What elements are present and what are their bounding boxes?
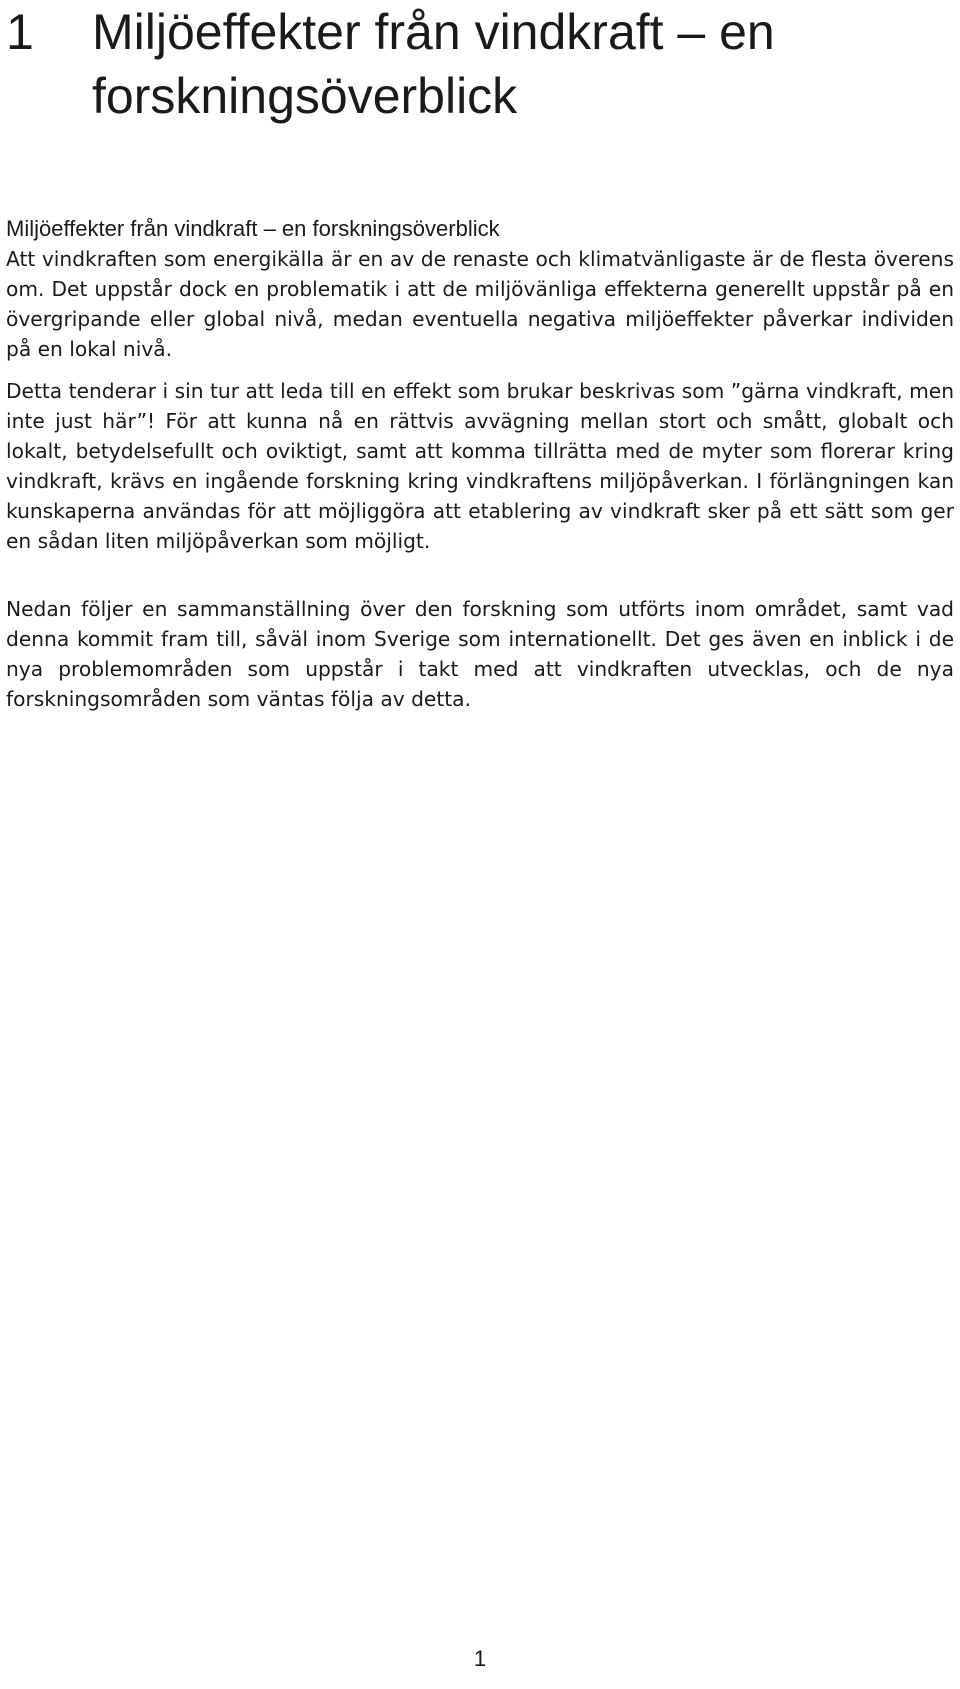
- section-subtitle: Miljöeffekter från vindkraft – en forskningsöverblick: [6, 216, 500, 241]
- chapter-heading: [6, 0, 946, 128]
- page-number: 1: [473, 1646, 487, 1671]
- paragraph-2: Detta tenderar i sin tur att leda till en effekt som brukar beskrivas som ”gärna vindkraft, men inte just här”! För att kunna nå en rättvis avvägning mellan stort och smått, globalt och lokalt, betydelsefullt och oviktigt, samt att komma tillrätta med de myter som florerar kring vindkraft, krävs en ingående forskning kring vindkraftens miljöpåverkan. I förlängningen kan kunskaperna användas för att möjliggöra att etablering av vindkraft sker på ett sätt som ger en sådan liten miljöpåverkan som möjligt.: [6, 379, 954, 553]
- paragraph-3: Nedan följer en sammanställning över den forskning som utförts inom området, samt vad denna kommit fram till, såväl inom Sverige som internationellt. Det ges även en inblick i de nya problemområden som uppstår i takt med att vindkraften utvecklas, och de nya forskningsområden som väntas följa av detta.: [6, 597, 954, 711]
- chapter-number: 1: [6, 4, 34, 60]
- paragraph-1: Att vindkraften som energikälla är en av de renaste och klimatvänligaste är de flesta överens om. Det uppstår dock en problematik i att de miljövänliga effekterna generellt uppstår på en övergripande eller global nivå, medan eventuella negativa miljöeffekter påverkar individen på en lokal nivå.: [6, 247, 954, 361]
- chapter-title: Miljöeffekter från vindkraft – en forskningsöverblick: [92, 4, 775, 124]
